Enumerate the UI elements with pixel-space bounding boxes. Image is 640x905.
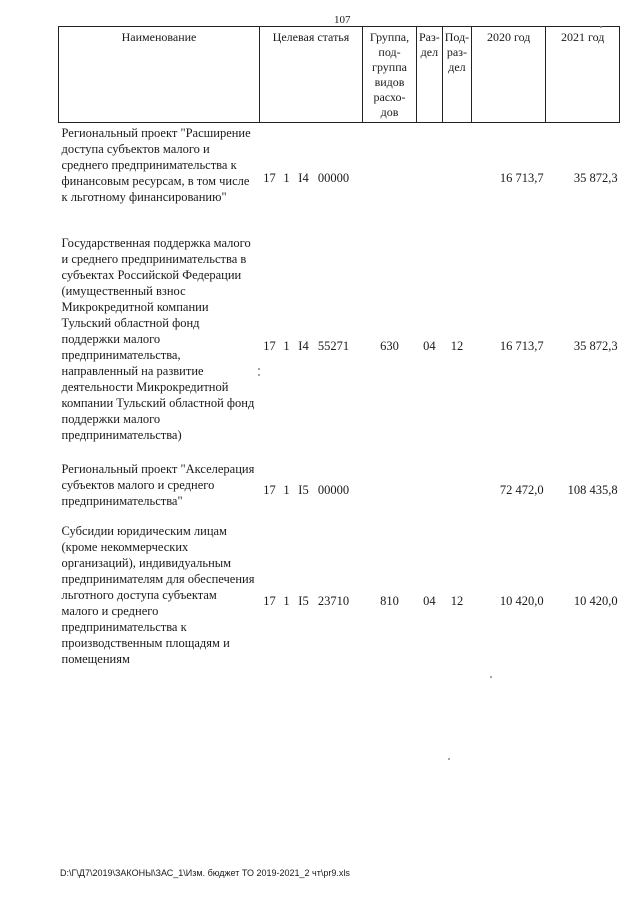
row-group [363, 123, 417, 233]
row-name: Государственная поддержка малого и среднего предпринимательства в субъектах Российской Федерации (имущественный взнос Микрокредитной компании Тульский областной фонд поддержки малого предпринимательства, направленный на развитие деятельности Микрокредитной компании Тульский областной фонд поддержки малого предпринимательства) [61, 235, 255, 442]
target-program: 17 [263, 593, 276, 608]
header-name: Наименование [59, 27, 260, 123]
row-section: 04 [423, 338, 436, 353]
table-row [59, 233, 620, 459]
budget-table [58, 26, 620, 681]
header-subsection: Под-раз-дел [442, 27, 471, 123]
row-group [363, 459, 417, 521]
row-section [417, 123, 443, 233]
target-subprogram: 1 [283, 593, 290, 608]
table-row [59, 459, 620, 521]
scan-speck [600, 26, 602, 28]
row-subsection [442, 123, 471, 233]
row-target [260, 123, 363, 233]
row-name: Субсидии юридическим лицам (кроме некоммерческих организаций), индивидуальным предпринимателям для обеспечения льготного доступа субъектам малого и среднего предпринимательства к производственным площадям и помещениям [61, 523, 255, 666]
table-row [59, 123, 620, 233]
row-2021: 35 872,3 [573, 170, 618, 185]
row-target [260, 233, 363, 459]
row-2021: 108 435,8 [567, 482, 618, 497]
target-subprogram: 1 [283, 170, 290, 185]
header-group: Группа, под-группа видов расхо-дов [363, 27, 417, 123]
target-code: 00000 [317, 482, 350, 497]
target-project: I5 [298, 593, 309, 608]
target-program: 17 [263, 170, 276, 185]
target-project: I4 [298, 338, 309, 353]
row-2020: 16 713,7 [499, 338, 544, 353]
header-target: Целевая статья [260, 27, 363, 123]
row-target [260, 521, 363, 681]
row-2020: 72 472,0 [499, 482, 544, 497]
header-year-2020: 2020 год [472, 27, 546, 123]
row-target [260, 459, 363, 521]
header-year-2021: 2021 год [546, 27, 620, 123]
target-project: I5 [298, 482, 309, 497]
row-2021: 35 872,3 [573, 338, 618, 353]
row-subsection [442, 459, 471, 521]
target-program: 17 [263, 482, 276, 497]
target-subprogram: 1 [283, 338, 290, 353]
row-section [417, 459, 443, 521]
row-subsection: 12 [450, 593, 464, 608]
target-program: 17 [263, 338, 276, 353]
header-section: Раз-дел [417, 27, 443, 123]
file-path-footer: D:\Г\Д7\2019\ЗАКОНЫ\ЗАС_1\Изм. бюджет ТО 2019-2021_2 чт\pr9.xls [60, 868, 350, 878]
target-project: I4 [298, 170, 309, 185]
scan-speck [448, 758, 450, 760]
target-subprogram: 1 [283, 482, 290, 497]
row-name: Региональный проект "Расширение доступа субъектов малого и среднего предпринимательства к финансовым ресурсам, в том числе к льготному финансированию" [61, 126, 251, 204]
scan-speck [490, 676, 492, 678]
target-code: 23710 [317, 593, 350, 608]
row-name: Региональный проект "Акселерация субъектов малого и среднего предпринимательства" [61, 461, 255, 508]
row-2020: 10 420,0 [499, 593, 544, 608]
target-code: 00000 [317, 170, 350, 185]
row-subsection: 12 [450, 338, 464, 353]
scan-speck [258, 374, 260, 376]
scan-speck [258, 368, 260, 370]
row-2020: 16 713,7 [499, 170, 544, 185]
target-code: 55271 [317, 338, 350, 353]
row-section: 04 [423, 593, 436, 608]
row-group: 810 [380, 593, 399, 608]
row-2021: 10 420,0 [573, 593, 618, 608]
row-group: 630 [380, 338, 399, 353]
page-number: 107 [334, 14, 351, 26]
table-row [59, 521, 620, 681]
table-header-row [59, 27, 620, 123]
